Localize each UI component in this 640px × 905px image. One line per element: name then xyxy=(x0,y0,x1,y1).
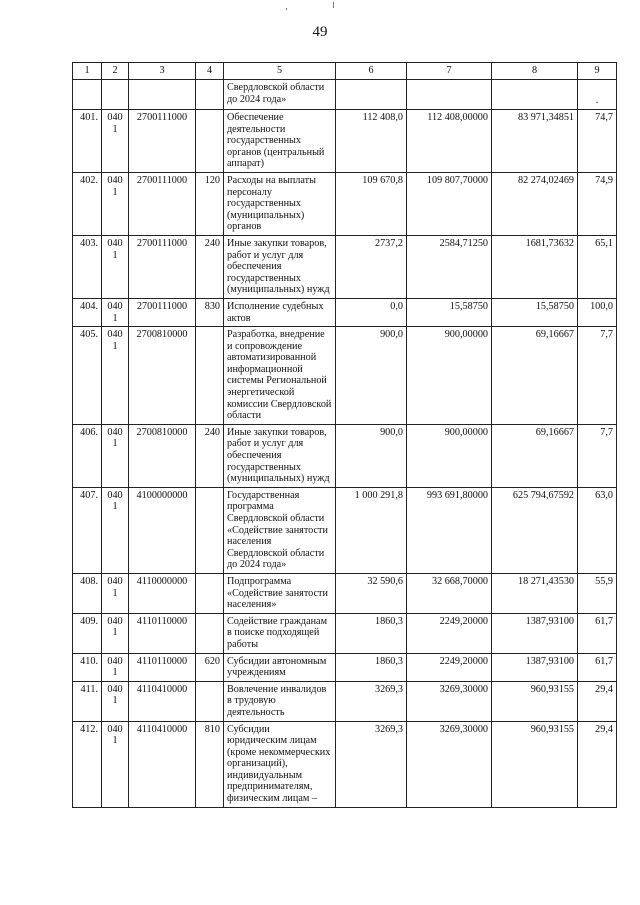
row-number-cell: 402. xyxy=(73,172,102,235)
plan-amount-cell: 900,00000 xyxy=(407,327,492,425)
target-article-cell: 2700111000 xyxy=(129,110,196,173)
approved-amount-cell: 32 590,6 xyxy=(336,573,407,613)
percent-cell: 7,7 xyxy=(578,424,617,487)
plan-amount-cell: 2249,20000 xyxy=(407,613,492,653)
executed-amount-cell: 15,58750 xyxy=(492,298,578,326)
percent-cell: 65,1 xyxy=(578,235,617,298)
name-cell: Субсидии юридическим лицам (кроме некоммерческих организаций), индивидуальным предпринимателям, физическим лицам – xyxy=(224,721,336,807)
percent-cell: 61,7 xyxy=(578,613,617,653)
section-cell: 0401 xyxy=(102,653,129,681)
percent-cell: 55,9 xyxy=(578,573,617,613)
section-cell xyxy=(102,80,129,110)
executed-amount-cell xyxy=(492,80,578,110)
row-number-cell: 406. xyxy=(73,424,102,487)
target-article-cell: 4110110000 xyxy=(129,613,196,653)
expense-type-cell xyxy=(196,110,224,173)
plan-amount-cell: 109 807,70000 xyxy=(407,172,492,235)
continuation-row xyxy=(73,80,617,110)
percent-cell: 74,7 xyxy=(578,110,617,173)
expense-type-cell xyxy=(196,681,224,721)
target-article-cell: 4110410000 xyxy=(129,681,196,721)
header-row xyxy=(73,63,617,80)
header-cell-4: 4 xyxy=(196,63,224,80)
table-row xyxy=(73,235,617,298)
approved-amount-cell: 900,0 xyxy=(336,424,407,487)
page-number: 49 xyxy=(312,24,328,40)
section-cell: 0401 xyxy=(102,613,129,653)
row-number-cell: 412. xyxy=(73,721,102,807)
executed-amount-cell: 1387,93100 xyxy=(492,613,578,653)
percent-cell: 29,4 xyxy=(578,681,617,721)
target-article-cell: 2700111000 xyxy=(129,298,196,326)
table-row xyxy=(73,172,617,235)
name-cell: Обеспечение деятельности государственных органов (центральный аппарат) xyxy=(224,110,336,173)
executed-amount-cell: 625 794,67592 xyxy=(492,487,578,573)
target-article-cell: 2700810000 xyxy=(129,327,196,425)
row-number-cell: 404. xyxy=(73,298,102,326)
name-cell: Субсидии автономным учреждениям xyxy=(224,653,336,681)
table-row xyxy=(73,487,617,573)
section-cell: 0401 xyxy=(102,487,129,573)
plan-amount-cell: 15,58750 xyxy=(407,298,492,326)
approved-amount-cell: 109 670,8 xyxy=(336,172,407,235)
name-cell: Иные закупки товаров, работ и услуг для обеспечения государственных (муниципальных) нужд xyxy=(224,424,336,487)
expense-type-cell: 240 xyxy=(196,235,224,298)
executed-amount-cell: 18 271,43530 xyxy=(492,573,578,613)
percent-cell: 74,9 xyxy=(578,172,617,235)
row-number-cell: 411. xyxy=(73,681,102,721)
approved-amount-cell: 0,0 xyxy=(336,298,407,326)
expense-type-cell: 240 xyxy=(196,424,224,487)
expense-type-cell: 830 xyxy=(196,298,224,326)
approved-amount-cell: 1860,3 xyxy=(336,653,407,681)
section-cell: 0401 xyxy=(102,298,129,326)
executed-amount-cell: 69,16667 xyxy=(492,327,578,425)
expense-type-cell xyxy=(196,573,224,613)
approved-amount-cell: 900,0 xyxy=(336,327,407,425)
header-cell-7: 7 xyxy=(407,63,492,80)
section-cell: 0401 xyxy=(102,573,129,613)
expense-type-cell: 620 xyxy=(196,653,224,681)
row-number-cell: 407. xyxy=(73,487,102,573)
percent-cell: 100,0 xyxy=(578,298,617,326)
row-number-cell: 401. xyxy=(73,110,102,173)
executed-amount-cell: 83 971,34851 xyxy=(492,110,578,173)
name-cell: Иные закупки товаров, работ и услуг для обеспечения государственных (муниципальных) нужд xyxy=(224,235,336,298)
percent-cell: 61,7 xyxy=(578,653,617,681)
target-article-cell: 4110000000 xyxy=(129,573,196,613)
expense-type-cell xyxy=(196,487,224,573)
expense-type-cell xyxy=(196,80,224,110)
name-cell: Содействие гражданам в поиске подходящей работы xyxy=(224,613,336,653)
approved-amount-cell: 3269,3 xyxy=(336,681,407,721)
table-row xyxy=(73,681,617,721)
plan-amount-cell: 3269,30000 xyxy=(407,721,492,807)
table-row xyxy=(73,298,617,326)
plan-amount-cell: 993 691,80000 xyxy=(407,487,492,573)
section-cell: 0401 xyxy=(102,424,129,487)
target-article-cell: 4110110000 xyxy=(129,653,196,681)
plan-amount-cell: 3269,30000 xyxy=(407,681,492,721)
section-cell: 0401 xyxy=(102,235,129,298)
name-cell: Свердловской области до 2024 года» xyxy=(224,80,336,110)
table-row xyxy=(73,424,617,487)
table-row xyxy=(73,613,617,653)
table-row xyxy=(73,653,617,681)
target-article-cell xyxy=(129,80,196,110)
approved-amount-cell xyxy=(336,80,407,110)
executed-amount-cell: 1681,73632 xyxy=(492,235,578,298)
percent-cell: 29,4 xyxy=(578,721,617,807)
target-article-cell: 4100000000 xyxy=(129,487,196,573)
name-cell: Разработка, внедрение и сопровождение автоматизированной информационной системы Региональной энергетической комиссии Свердловской области xyxy=(224,327,336,425)
percent-cell: . xyxy=(578,80,617,110)
row-number-cell: 403. xyxy=(73,235,102,298)
percent-cell: 63,0 xyxy=(578,487,617,573)
row-number-cell: 409. xyxy=(73,613,102,653)
name-cell: Подпрограмма «Содействие занятости населения» xyxy=(224,573,336,613)
table-row xyxy=(73,573,617,613)
approved-amount-cell: 112 408,0 xyxy=(336,110,407,173)
section-cell: 0401 xyxy=(102,681,129,721)
expense-type-cell: 810 xyxy=(196,721,224,807)
header-cell-9: 9 xyxy=(578,63,617,80)
executed-amount-cell: 69,16667 xyxy=(492,424,578,487)
approved-amount-cell: 2737,2 xyxy=(336,235,407,298)
header-cell-3: 3 xyxy=(129,63,196,80)
executed-amount-cell: 960,93155 xyxy=(492,721,578,807)
table-row xyxy=(73,327,617,425)
plan-amount-cell: 2249,20000 xyxy=(407,653,492,681)
plan-amount-cell: 2584,71250 xyxy=(407,235,492,298)
target-article-cell: 2700111000 xyxy=(129,172,196,235)
header-cell-2: 2 xyxy=(102,63,129,80)
row-number-cell xyxy=(73,80,102,110)
section-cell: 0401 xyxy=(102,721,129,807)
section-cell: 0401 xyxy=(102,327,129,425)
name-cell: Вовлечение инвалидов в трудовую деятельность xyxy=(224,681,336,721)
expense-type-cell: 120 xyxy=(196,172,224,235)
row-number-cell: 405. xyxy=(73,327,102,425)
executed-amount-cell: 1387,93100 xyxy=(492,653,578,681)
plan-amount-cell: 112 408,00000 xyxy=(407,110,492,173)
header-cell-8: 8 xyxy=(492,63,578,80)
header-cell-6: 6 xyxy=(336,63,407,80)
executed-amount-cell: 82 274,02469 xyxy=(492,172,578,235)
plan-amount-cell: 32 668,70000 xyxy=(407,573,492,613)
table-row xyxy=(73,110,617,173)
name-cell: Государственная программа Свердловской области «Содействие занятости населения Свердловской области до 2024 года» xyxy=(224,487,336,573)
percent-cell: 7,7 xyxy=(578,327,617,425)
table-row xyxy=(73,721,617,807)
expense-type-cell xyxy=(196,613,224,653)
target-article-cell: 2700111000 xyxy=(129,235,196,298)
name-cell: Исполнение судебных актов xyxy=(224,298,336,326)
budget-table xyxy=(72,62,617,808)
header-cell-5: 5 xyxy=(224,63,336,80)
section-cell: 0401 xyxy=(102,110,129,173)
approved-amount-cell: 1860,3 xyxy=(336,613,407,653)
header-cell-1: 1 xyxy=(73,63,102,80)
target-article-cell: 2700810000 xyxy=(129,424,196,487)
plan-amount-cell: 900,00000 xyxy=(407,424,492,487)
name-cell: Расходы на выплаты персоналу государственных (муниципальных) органов xyxy=(224,172,336,235)
approved-amount-cell: 3269,3 xyxy=(336,721,407,807)
row-number-cell: 408. xyxy=(73,573,102,613)
section-cell: 0401 xyxy=(102,172,129,235)
executed-amount-cell: 960,93155 xyxy=(492,681,578,721)
target-article-cell: 4110410000 xyxy=(129,721,196,807)
row-number-cell: 410. xyxy=(73,653,102,681)
plan-amount-cell xyxy=(407,80,492,110)
expense-type-cell xyxy=(196,327,224,425)
approved-amount-cell: 1 000 291,8 xyxy=(336,487,407,573)
